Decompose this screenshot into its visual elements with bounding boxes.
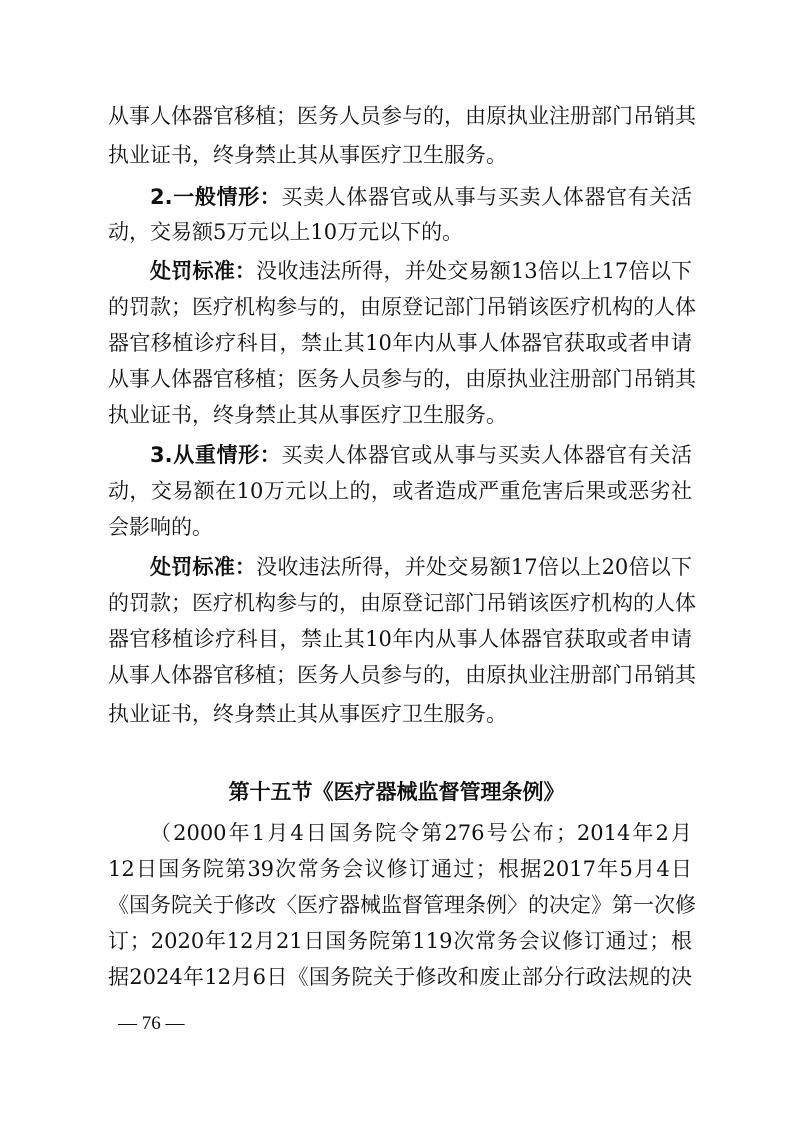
penalty-2-line-4: 从事人体器官移植；医务人员参与的，由原执业注册部门吊销其	[108, 367, 696, 391]
case-2-line-1	[150, 179, 692, 215]
case-3-line-1	[150, 437, 692, 473]
penalty-2-line-3: 器官移植诊疗科目，禁止其10年内从事人体器官获取或者申请	[108, 331, 692, 355]
penalty-3-line-5: 执业证书，终身禁止其从事医疗卫生服务。	[108, 702, 507, 726]
penalty-2-line-2: 的罚款；医疗机构参与的，由原登记部门吊销该医疗机构的人体	[108, 295, 696, 319]
penalty-2-text: 没收违法所得，并处交易额13倍以上17倍以下	[256, 259, 692, 283]
paragraph-1-line-1: 从事人体器官移植；医务人员参与的，由原执业注册部门吊销其	[108, 104, 696, 128]
penalty-3-text: 没收违法所得，并处交易额17倍以上20倍以下	[256, 555, 692, 579]
history-line-1: （2000年1月4日国务院令第276号公布；2014年2月	[150, 821, 692, 845]
paragraph-1-line-2: 执业证书，终身禁止其从事医疗卫生服务。	[108, 143, 507, 167]
case-3-line-3: 会影响的。	[108, 515, 213, 539]
penalty-3-line-2: 的罚款；医疗机构参与的，由原登记部门吊销该医疗机构的人体	[108, 591, 696, 615]
case-3-text: 买卖人体器官或从事与买卖人体器官有关活	[281, 443, 693, 467]
penalty-3-line-4: 从事人体器官移植；医务人员参与的，由原执业注册部门吊销其	[108, 663, 696, 687]
history-line-5: 据2024年12月6日《国务院关于修改和废止部分行政法规的决	[108, 965, 692, 989]
case-2-text: 买卖人体器官或从事与买卖人体器官有关活	[281, 185, 693, 209]
page-number: — 76 —	[118, 1013, 185, 1034]
history-line-2: 12日国务院第39次常务会议修订通过；根据2017年5月4日	[108, 857, 692, 881]
case-3-line-2: 动，交易额在10万元以上的，或者造成严重危害后果或恶劣社	[108, 479, 692, 503]
penalty-3-line-1	[150, 549, 692, 585]
case-2-label: 2.一般情形：	[150, 185, 282, 209]
history-line-3: 《国务院关于修改〈医疗器械监督管理条例〉的决定》第一次修	[108, 893, 696, 917]
case-2-line-2: 动，交易额5万元以上10万元以下的。	[108, 220, 464, 244]
penalty-2-line-5: 执业证书，终身禁止其从事医疗卫生服务。	[108, 403, 507, 427]
section-heading: 第十五节《医疗器械监督管理条例》	[228, 780, 565, 804]
history-line-4: 订；2020年12月21日国务院第119次常务会议修订通过；根	[108, 929, 692, 953]
penalty-3-line-3: 器官移植诊疗科目，禁止其10年内从事人体器官获取或者申请	[108, 627, 692, 651]
penalty-3-label: 处罚标准：	[150, 555, 257, 579]
case-3-label: 3.从重情形：	[150, 443, 282, 467]
penalty-2-line-1	[150, 253, 692, 289]
penalty-2-label: 处罚标准：	[150, 259, 257, 283]
